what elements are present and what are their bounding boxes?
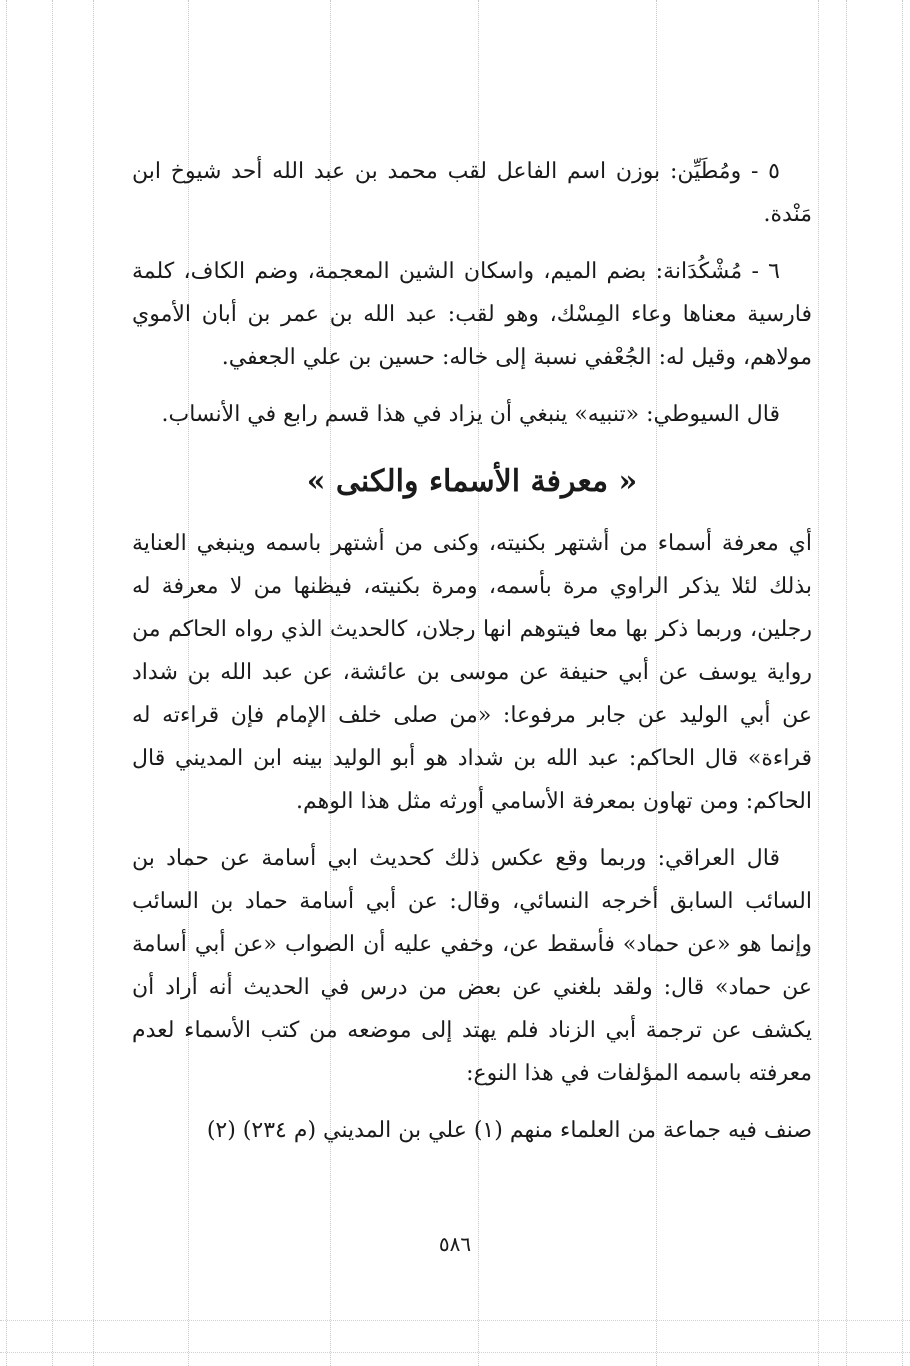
paragraph-definition	[132, 522, 812, 823]
section-heading: « معرفة الأسماء والكنى »	[306, 464, 638, 499]
paragraph-text: ٥ - ومُطَيِّن: بوزن اسم الفاعل لقب محمد بن عبد الله أحد شيوخ ابن مَنْدة.	[132, 159, 812, 227]
scan-guide	[818, 0, 819, 1366]
page-number: ٥٨٦	[438, 1232, 472, 1256]
scan-guide	[52, 0, 53, 1366]
paragraph-text: قال العراقي: وربما وقع عكس ذلك كحديث ابي أسامة عن حماد بن السائب السابق أخرجه النسائي، وقال: عن أبي أسامة حماد بن السائب وإنما هو «عن حماد» فأسقط عن، وخفي عليه أن الصواب «عن أبي أسامة عن حماد» قال: ولقد بلغني عن بعض من درس في الحديث أنه أراد أن يكشف عن ترجمة أبي الزناد فلم يهتد إلى موضعه من كتب الأسماء لعدم معرفته باسمه المؤلفات في هذا النوع:	[132, 846, 812, 1086]
scan-guide	[902, 0, 903, 1366]
scan-guide	[846, 0, 847, 1366]
paragraph-iraqi	[132, 837, 812, 1095]
paragraph-item-5	[132, 150, 812, 236]
paragraph-suyuti-note	[132, 393, 812, 436]
scan-guide	[6, 0, 7, 1366]
paragraph-authors	[132, 1109, 812, 1152]
scan-guide	[93, 0, 94, 1366]
page-body	[132, 150, 812, 1166]
paragraph-text: صنف فيه جماعة من العلماء منهم (١) علي بن المديني (م ٢٣٤) (٢)	[206, 1118, 812, 1143]
paragraph-text: أي معرفة أسماء من أشتهر بكنيته، وكنى من أشتهر باسمه وينبغي العناية بذلك لئلا يذكر الراوي مرة بأسمه، ومرة بكنيته، فيظنها من لا معرفة له رجلين، وربما ذكر بها معا فيتوهم انها رجلان، كالحديث الذي رواه الحاكم من رواية يوسف عن أبي حنيفة عن موسى بن عائشة، عن عبد الله بن شداد عن أبي الوليد عن جابر مرفوعا: «من صلى خلف الإمام فإن قراءته له قراءة» قال الحاكم: عبد الله بن شداد هو أبو الوليد بينه ابن المديني قال الحاكم: ومن تهاون بمعرفة الأسامي أورثه مثل هذا الوهم.	[132, 531, 812, 814]
paragraph-text: ٦ - مُشْكُدَانة: بضم الميم، واسكان الشين المعجمة، وضم الكاف، كلمة فارسية معناها وعاء المِسْك، وهو لقب: عبد الله بن عمر بن أبان الأموي مولاهم، وقيل له: الجُعْفي نسبة إلى خاله: حسين بن علي الجعفي.	[132, 259, 812, 370]
scan-guide	[0, 1352, 910, 1353]
scan-guide	[0, 1320, 910, 1321]
paragraph-text: قال السيوطي: «تنبيه» ينبغي أن يزاد في هذا قسم رابع في الأنساب.	[161, 402, 780, 427]
paragraph-item-6	[132, 250, 812, 379]
